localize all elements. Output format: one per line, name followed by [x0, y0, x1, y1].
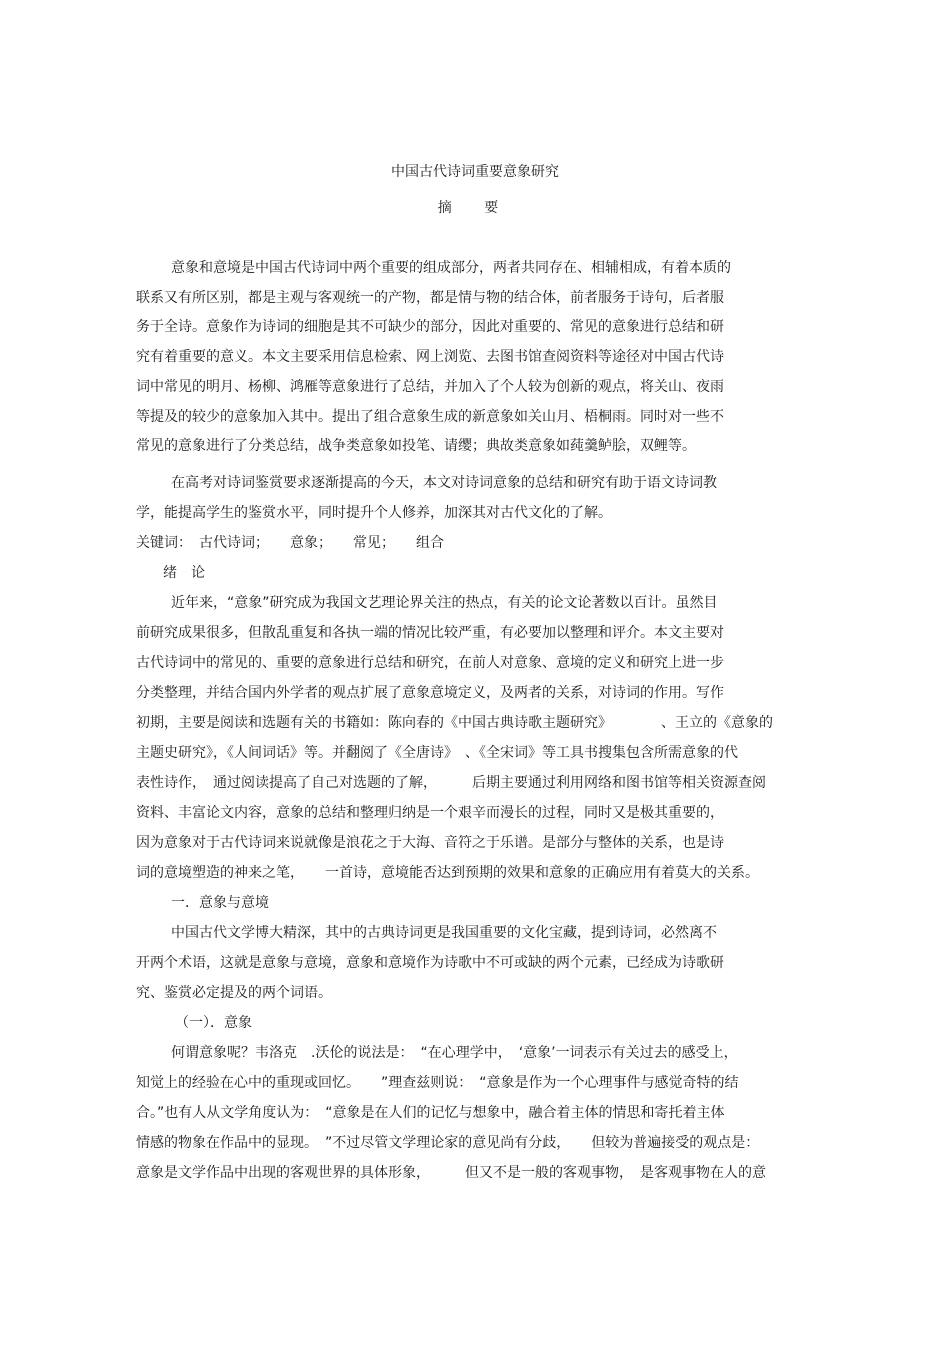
paragraph-line: 究有着重要的意义。本文主要采用信息检索、网上浏览、去图书馆查阅资料等途径对中国古代诗: [136, 349, 724, 365]
paragraph-line: 常见的意象进行了分类总结，战争类意象如投笔、请缨；典故类意象如莼羹鲈脍，双鲤等。: [136, 438, 696, 454]
paragraph-line: 学，能提高学生的鉴赏水平，同时提升个人修养，加深其对古代文化的了解。: [136, 505, 612, 521]
paragraph-line: 初期，主要是阅读和选题有关的书籍如：陈向春的《中国古典诗歌主题研究》 、王立的《意象的: [136, 715, 773, 731]
paragraph-line: 前研究成果很多，但散乱重复和各执一端的情况比较严重，有必要加以整理和评介。本文主要对: [136, 625, 724, 641]
paragraph-line: 近年来，“意象”研究成为我国文艺理论界关注的热点，有关的论文论著数以百计。虽然目: [171, 595, 718, 611]
paragraph-line: 合。”也有人从文学角度认为： “意象是在人们的记忆与想象中，融合着主体的情思和寄托着主体: [136, 1105, 725, 1121]
paragraph-line: 主题史研究》，《人间词话》等。并翻阅了《全唐诗》 、《全宋词》等工具书搜集包含所需意象的代: [136, 745, 738, 761]
section-heading: 一．意象与意境: [171, 895, 269, 911]
paragraph-line: 究、鉴赏必定提及的两个词语。: [136, 985, 332, 1001]
paragraph-line: 何谓意象呢？韦洛克 .沃伦的说法是： “在心理学中， ‘意象’一词表示有关过去的感受上，: [171, 1045, 738, 1061]
paragraph-line: 开两个术语，这就是意象与意境，意象和意境作为诗歌中不可或缺的两个元素，已经成为诗歌研: [136, 955, 724, 971]
paragraph-line: 等提及的较少的意象加入其中。提出了组合意象生成的新意象如关山月、梧桐雨。同时对一些不: [136, 409, 724, 425]
paragraph-line: 表性诗作， 通过阅读提高了自己对选题的了解， 后期主要通过利用网络和图书馆等相关资源查阅: [136, 775, 766, 791]
keywords-line: 关键词： 古代诗词； 意象； 常见； 组合: [136, 535, 444, 551]
paragraph-line: 中国古代文学博大精深，其中的古典诗词更是我国重要的文化宝藏，提到诗词，必然离不: [171, 925, 717, 941]
abstract-heading: 摘 要: [437, 200, 513, 216]
section-heading: 绪 论: [163, 565, 205, 581]
paragraph-line: 古代诗词中的常见的、重要的意象进行总结和研究，在前人对意象、意境的定义和研究上进一步: [136, 655, 724, 671]
paragraph-line: 因为意象对于古代诗词来说就像是浪花之于大海、音符之于乐谱。是部分与整体的关系，也是诗: [136, 835, 724, 851]
paragraph-line: 在高考对诗词鉴赏要求逐渐提高的今天，本文对诗词意象的总结和研究有助于语文诗词教: [171, 475, 717, 491]
paragraph-line: 意象是文学作品中出现的客观世界的具体形象， 但又不是一般的客观事物， 是客观事物在人的意: [136, 1165, 766, 1181]
paragraph-line: 分类整理，并结合国内外学者的观点扩展了意象意境定义，及两者的关系，对诗词的作用。写作: [136, 685, 724, 701]
paragraph-line: 词的意境塑造的神来之笔， 一首诗，意境能否达到预期的效果和意象的正确应用有着莫大的关系。: [136, 865, 759, 881]
paragraph-line: 知觉上的经验在心中的重现或回忆。 ”理查兹则说： “意象是作为一个心理事件与感觉奇特的结: [136, 1075, 739, 1091]
paragraph-line: 词中常见的明月、杨柳、鸿雁等意象进行了总结，并加入了个人较为创新的观点，将关山、夜雨: [136, 379, 724, 395]
paragraph-line: 联系又有所区别，都是主观与客观统一的产物，都是情与物的结合体，前者服务于诗句，后者服: [136, 290, 724, 306]
document-title: 中国古代诗词重要意象研究: [391, 164, 559, 180]
paragraph-line: 意象和意境是中国古代诗词中两个重要的组成部分，两者共同存在、相辅相成，有着本质的: [171, 260, 731, 276]
paragraph-line: 务于全诗。意象作为诗词的细胞是其不可缺少的部分，因此对重要的、常见的意象进行总结和研: [136, 319, 724, 335]
paragraph-line: 资料、丰富论文内容，意象的总结和整理归纳是一个艰辛而漫长的过程，同时又是极其重要的，: [136, 805, 724, 821]
paragraph-line: 情感的物象在作品中的显现。 ”不过尽管文学理论家的意见尚有分歧， 但较为普遍接受的观点是：: [136, 1135, 760, 1151]
subsection-heading: （一）．意象: [175, 1015, 252, 1031]
